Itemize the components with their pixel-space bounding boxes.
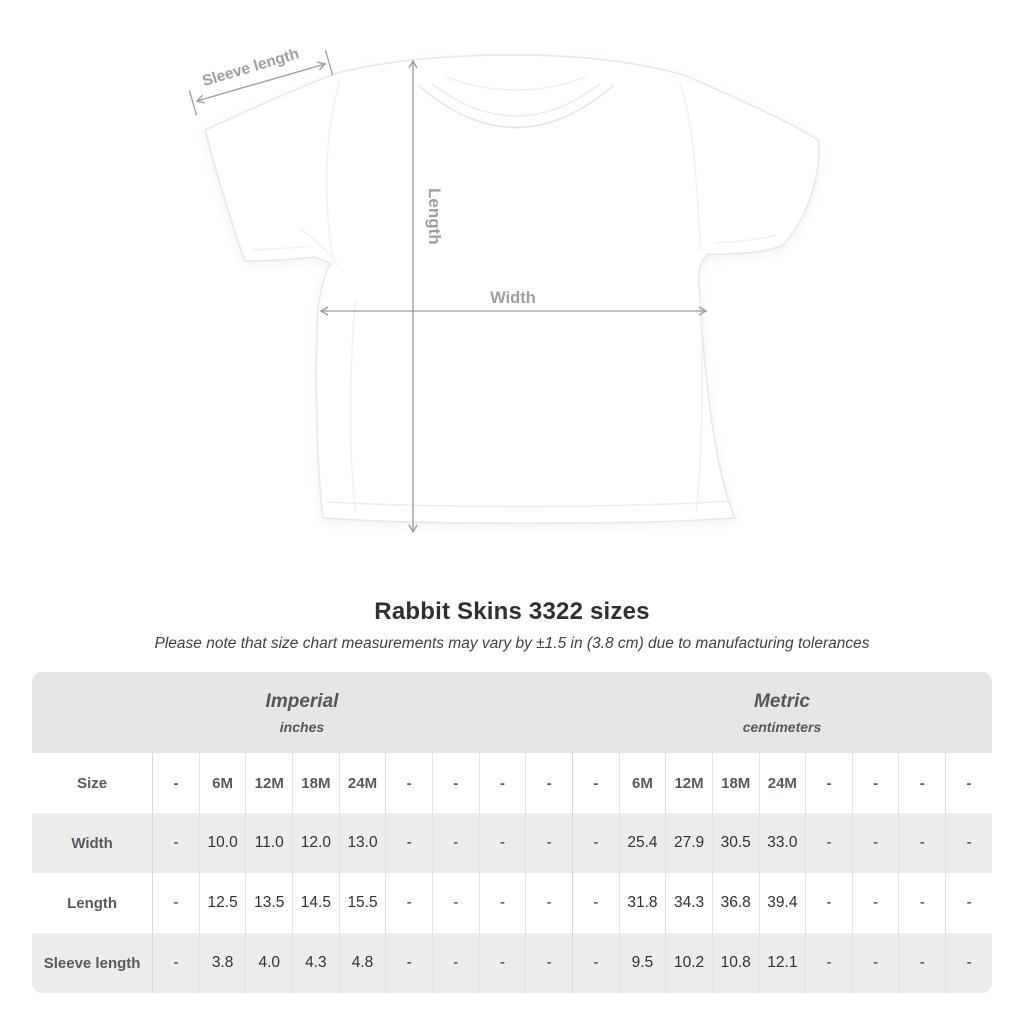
row-label: Width: [32, 813, 152, 873]
table-cell: 18M: [712, 753, 759, 813]
table-cell: -: [152, 933, 199, 993]
table-cell: 12M: [665, 753, 712, 813]
table-row: [32, 813, 992, 873]
table-cell: -: [432, 753, 479, 813]
table-cell: 33.0: [759, 813, 806, 873]
table-cell: 11.0: [245, 813, 292, 873]
row-label: Size: [32, 753, 152, 813]
table-cell: -: [805, 753, 852, 813]
table-cell: 24M: [759, 753, 806, 813]
table-cell: -: [572, 873, 619, 933]
table-cell: 13.5: [245, 873, 292, 933]
table-cell: -: [572, 933, 619, 993]
table-cell: 18M: [292, 753, 339, 813]
unit-header-row: [32, 672, 992, 753]
table-cell: 10.2: [665, 933, 712, 993]
table-cell: 27.9: [665, 813, 712, 873]
table-cell: 6M: [199, 753, 246, 813]
table-cell: -: [385, 873, 432, 933]
sleeve-arrow-tick-left: [189, 91, 196, 116]
table-cell: -: [852, 933, 899, 993]
row-label: Length: [32, 873, 152, 933]
table-cell: -: [805, 933, 852, 993]
title-block: [0, 598, 1024, 653]
table-cell: -: [525, 753, 572, 813]
table-cell: 4.0: [245, 933, 292, 993]
table-cell: -: [945, 753, 992, 813]
table-cell: -: [805, 873, 852, 933]
metric-sublabel: centimeters: [742, 718, 822, 735]
table-cell: -: [572, 753, 619, 813]
tolerance-note: Please note that size chart measurements may vary by ±1.5 in (3.8 cm) due to manufacturing tolerances: [154, 635, 870, 652]
table-cell: 4.8: [339, 933, 386, 993]
table-cell: 34.3: [665, 873, 712, 933]
sleeve-length-label: Sleeve length: [200, 45, 302, 91]
size-table-wrap: [32, 672, 992, 993]
table-cell: 13.0: [339, 813, 386, 873]
table-cell: 4.3: [292, 933, 339, 993]
page-title: Rabbit Skins 3322 sizes: [374, 598, 650, 625]
imperial-header: [32, 672, 572, 753]
table-cell: 39.4: [759, 873, 806, 933]
table-cell: -: [432, 813, 479, 873]
table-cell: 6M: [619, 753, 666, 813]
width-label: Width: [490, 289, 536, 307]
metric-header: [572, 672, 992, 753]
table-cell: -: [898, 933, 945, 993]
table-cell: -: [479, 933, 526, 993]
table-row: [32, 933, 992, 993]
table-cell: -: [898, 813, 945, 873]
table-cell: -: [479, 813, 526, 873]
table-cell: 15.5: [339, 873, 386, 933]
imperial-label: Imperial: [265, 690, 339, 712]
table-cell: -: [152, 753, 199, 813]
table-cell: 3.8: [199, 933, 246, 993]
table-cell: 25.4: [619, 813, 666, 873]
table-cell: -: [432, 873, 479, 933]
table-cell: -: [152, 813, 199, 873]
table-cell: -: [852, 813, 899, 873]
table-cell: -: [805, 813, 852, 873]
row-label: Sleeve length: [32, 933, 152, 993]
table-cell: -: [525, 813, 572, 873]
table-cell: -: [479, 753, 526, 813]
table-cell: 9.5: [619, 933, 666, 993]
table-cell: -: [385, 753, 432, 813]
table-cell: -: [432, 933, 479, 993]
sleeve-arrow-tick-right: [325, 50, 332, 75]
table-cell: -: [385, 813, 432, 873]
table-cell: -: [852, 753, 899, 813]
table-cell: 10.8: [712, 933, 759, 993]
table-cell: 31.8: [619, 873, 666, 933]
table-cell: 24M: [339, 753, 386, 813]
table-cell: -: [572, 813, 619, 873]
length-label: Length: [425, 188, 444, 245]
table-cell: -: [898, 873, 945, 933]
table-cell: -: [525, 873, 572, 933]
table-cell: -: [945, 873, 992, 933]
table-cell: -: [898, 753, 945, 813]
table-cell: 12.0: [292, 813, 339, 873]
table-cell: -: [152, 873, 199, 933]
table-row: [32, 873, 992, 933]
table-row: [32, 753, 992, 813]
table-cell: -: [852, 873, 899, 933]
size-table: [32, 672, 992, 993]
table-cell: 14.5: [292, 873, 339, 933]
table-cell: 36.8: [712, 873, 759, 933]
table-cell: -: [525, 933, 572, 993]
table-cell: 10.0: [199, 813, 246, 873]
table-cell: -: [945, 933, 992, 993]
imperial-sublabel: inches: [279, 718, 325, 735]
table-cell: -: [385, 933, 432, 993]
table-body: [32, 753, 992, 993]
table-cell: 12.1: [759, 933, 806, 993]
table-cell: -: [945, 813, 992, 873]
table-cell: 12M: [245, 753, 292, 813]
metric-label: Metric: [754, 690, 810, 712]
table-cell: 30.5: [712, 813, 759, 873]
table-cell: 12.5: [199, 873, 246, 933]
table-cell: -: [479, 873, 526, 933]
